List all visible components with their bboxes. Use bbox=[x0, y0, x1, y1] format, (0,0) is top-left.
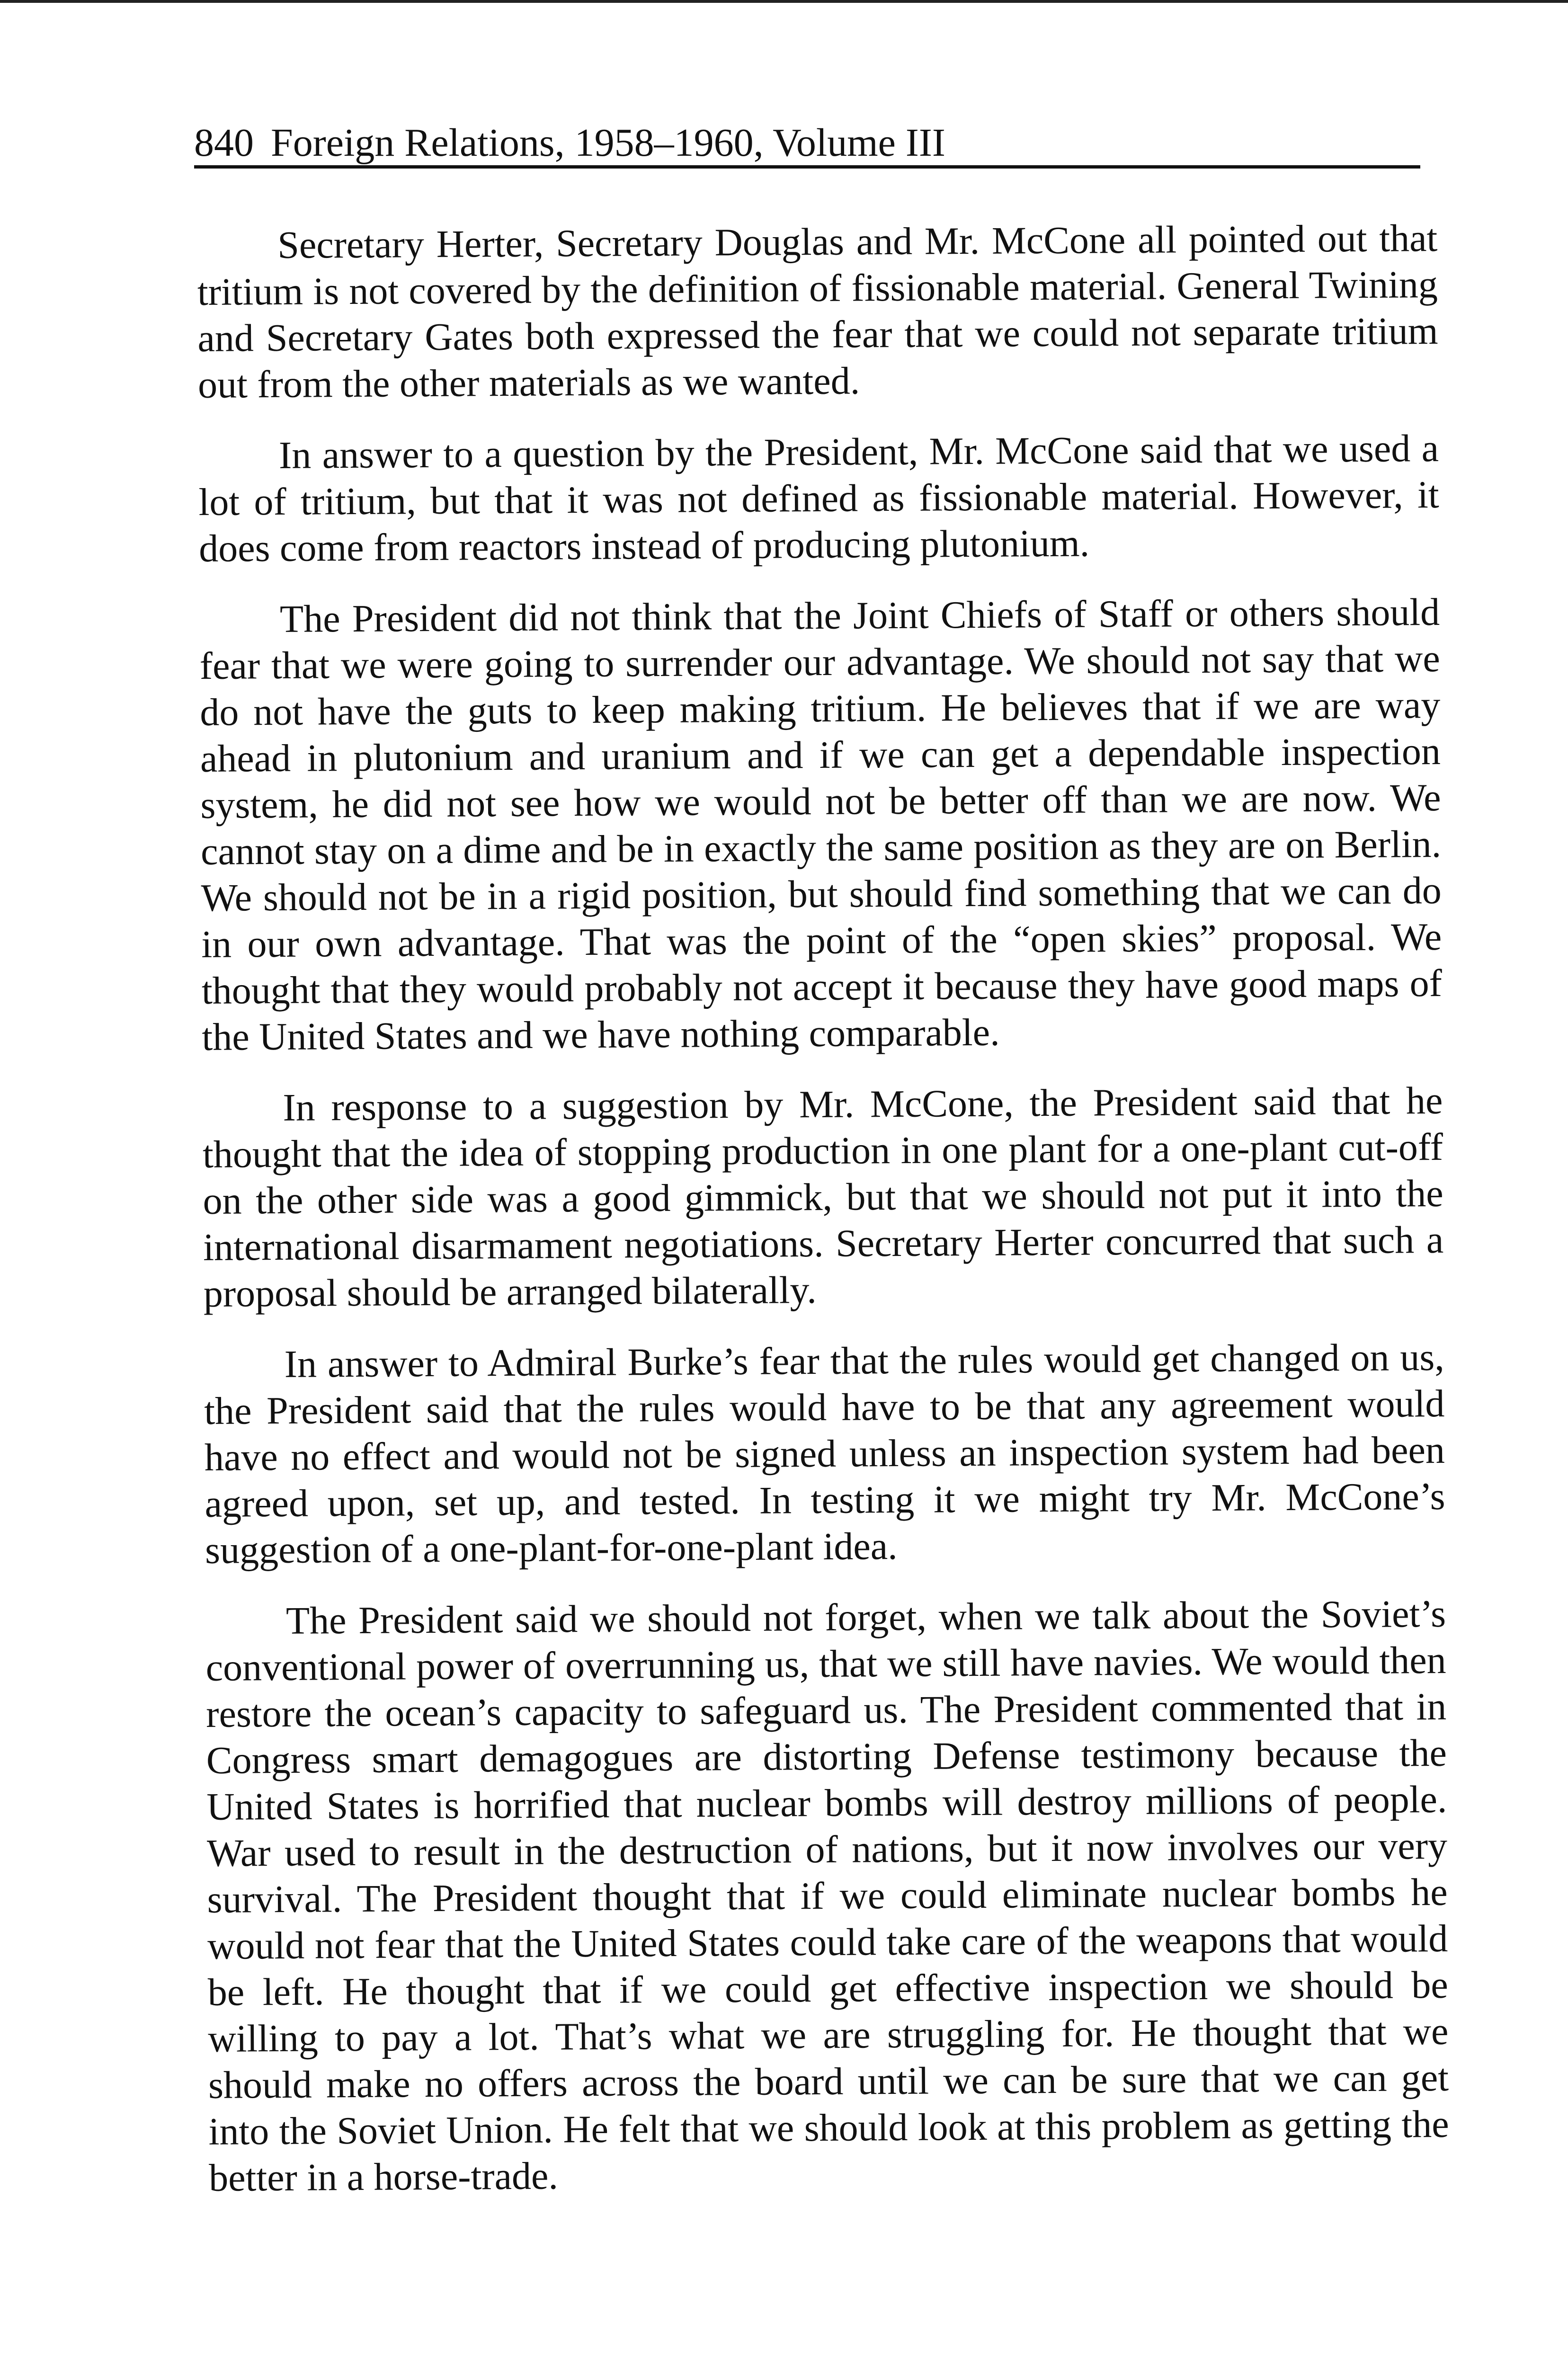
running-header bbox=[194, 116, 1420, 169]
paragraph-3: The President did not think that the Joint Chiefs of Staff or others should fear that we were going to surrender our advantage. We should not say that we do not have the guts to keep making tritium. He believes that if we are way ahead in plutonium and uranium and if we can get a dependable inspection system, he did not see how we would not be better off than we are now. We cannot stay on a dime and be in exactly the same position as they are on Berlin. We should not be in a rigid position, but should find something that we can do in our own advantage. That was the point of the “open skies” proposal. We thought that they would probably not accept it because they have good maps of the United States and we have nothing comparable. bbox=[199, 590, 1443, 1059]
page-number: 840 bbox=[194, 121, 254, 165]
paragraph-5: In answer to Admiral Burke’s fear that the rules would get changed on us, the President said that the rules would have to be that any agreement would have no effect and would not be signed unless an inspection system had been agreed upon, set up, and tested. In testing it we might try Mr. McCone’s suggestion of a one-plant-for-one-plant idea. bbox=[204, 1335, 1445, 1572]
header-text bbox=[194, 123, 945, 163]
body-text bbox=[197, 215, 1450, 2226]
running-title: Foreign Relations, 1958–1960, Volume III bbox=[271, 121, 945, 165]
paragraph-6: The President said we should not forget, when we talk about the Soviet’s conventional power of overrunning us, that we still have navies. We would then restore the ocean’s capacity to safeguard us. The President commented that in Congress smart demagogues are distorting Defense testimony because the United States is horrified that nuclear bombs will destroy millions of people. War used to result in the destruction of nations, but it now involves our very survival. The President thought that if we could eliminate nuclear bombs he would not fear that the United States could take care of the weapons that would be left. He thought that if we could get effective inspection we should be willing to pay a lot. That’s what we are struggling for. He thought that we should make no offers across the board until we can be sure that we can get into the Soviet Union. He felt that we should look at this problem as getting the better in a horse-trade. bbox=[205, 1592, 1449, 2199]
paragraph-4: In response to a suggestion by Mr. McCone, the President said that he thought that the idea of stopping production in one plant for a one-plant cut-off on the other side was a good gimmick, but that we should not put it into the international disarmament negotiations. Secretary Herter concurred that such a proposal should be arranged bilaterally. bbox=[202, 1078, 1444, 1315]
paragraph-2: In answer to a question by the President, Mr. McCone said that we used a lot of tritium, but that it was not defined as fissionable material. However, it does come from reactors instead of producing plutonium. bbox=[198, 426, 1439, 570]
paragraph-1: Secretary Herter, Secretary Douglas and Mr. McCone all pointed out that tritium is not covered by the definition of fissionable material. General Twining and Secretary Gates both expressed the fear that we could not separate tritium out from the other materials as we wanted. bbox=[197, 216, 1438, 406]
scan-top-edge bbox=[0, 0, 1568, 3]
header-rule bbox=[194, 165, 1420, 169]
